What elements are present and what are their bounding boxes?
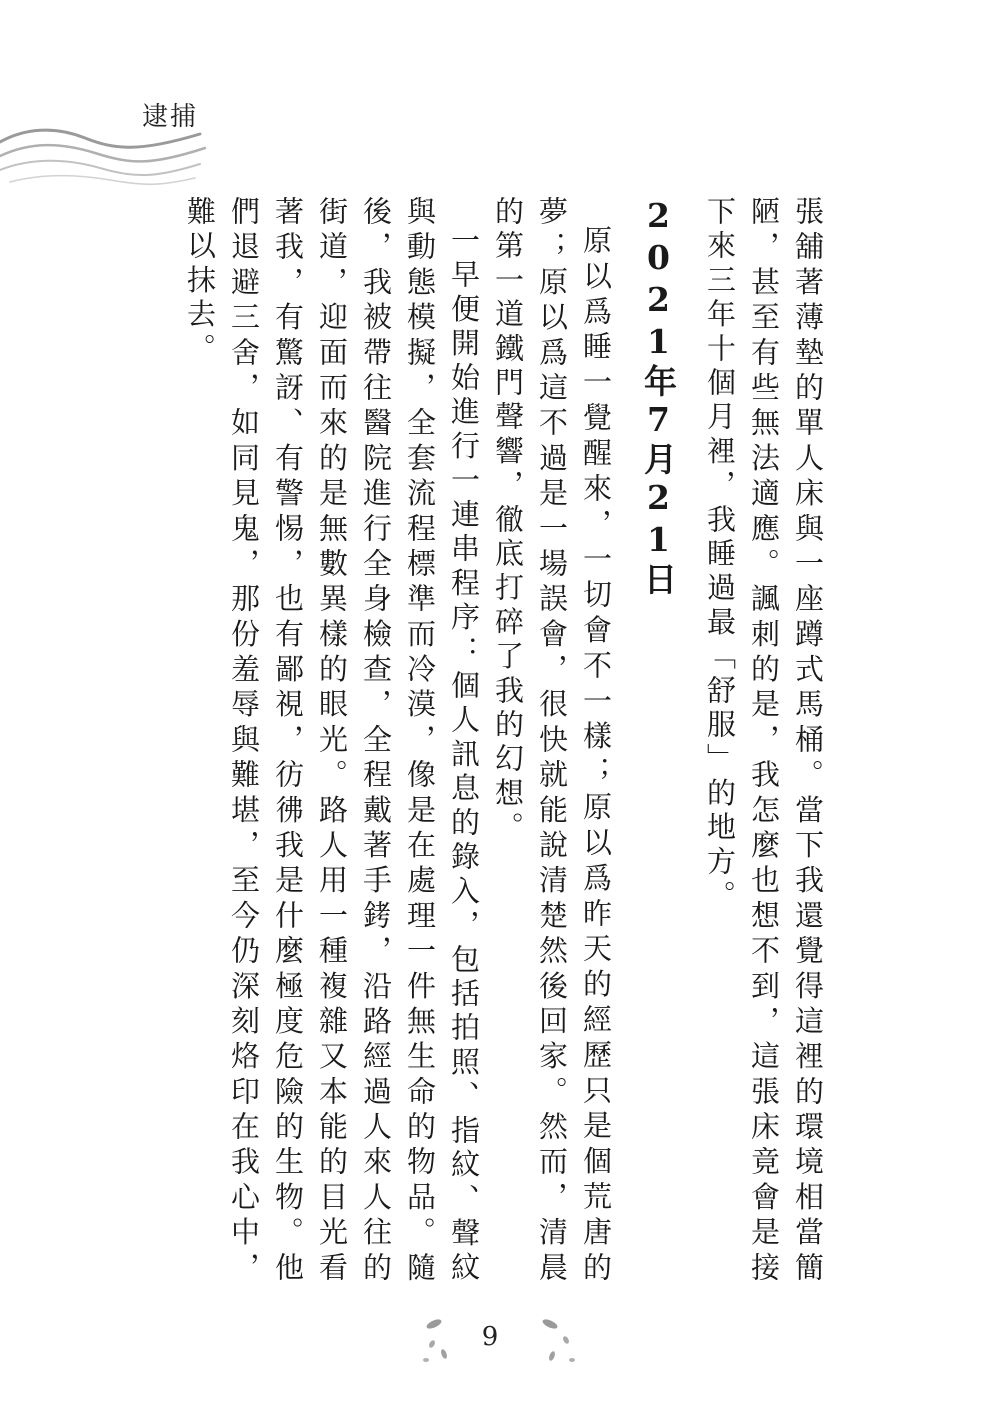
paragraph-procedures: 一早便開始進行一連串程序：個人訊息的錄入，包括拍照、指紋、聲紋與動態模擬，全套流程標準而冷漠，像是在處理一件無生命的物品。隨後，我被帶往醫院進行全身檢查，全程戴著手銬，沿路經過人來人往的街道，迎面而來的是無數異樣的眼光。路人用一種複雜又本能的目光看著我，有驚訝、有警惕，也有鄙視，彷彿我是什麼極度危險的生物。他們退避三舍，如同見鬼，那份羞辱與難堪，至今仍深刻烙印在我心中，難以抹去。 [183, 196, 481, 1286]
page-number: 9 [481, 1322, 499, 1352]
running-header-title: 逮捕 [142, 102, 199, 132]
paragraph-morning: 原以爲睡一覺醒來，一切會不一樣；原以爲昨天的經歷只是個荒唐的夢；原以爲這不過是一場誤會，很快就能說清楚然後回家。然而，清晨的第一道鐵門聲響，徹底打碎了我的幻想。 [491, 196, 613, 1286]
paragraph-bed: 張舖著薄墊的單人床與一座蹲式馬桶。當下我還覺得這裡的環境相當簡陋，甚至有些無法適應。諷刺的是，我怎麼也想不到，這張床竟會是接下來三年十個月裡，我睡過最「舒服」的地方。 [703, 196, 825, 1286]
vertical-text-body [180, 196, 830, 1286]
leaf-ornament-right-icon [528, 1310, 588, 1370]
leaf-ornament-left-icon [412, 1310, 472, 1370]
wave-ornament-icon [0, 120, 210, 190]
chapter-date-heading: 2021年7月21日 [639, 196, 678, 598]
